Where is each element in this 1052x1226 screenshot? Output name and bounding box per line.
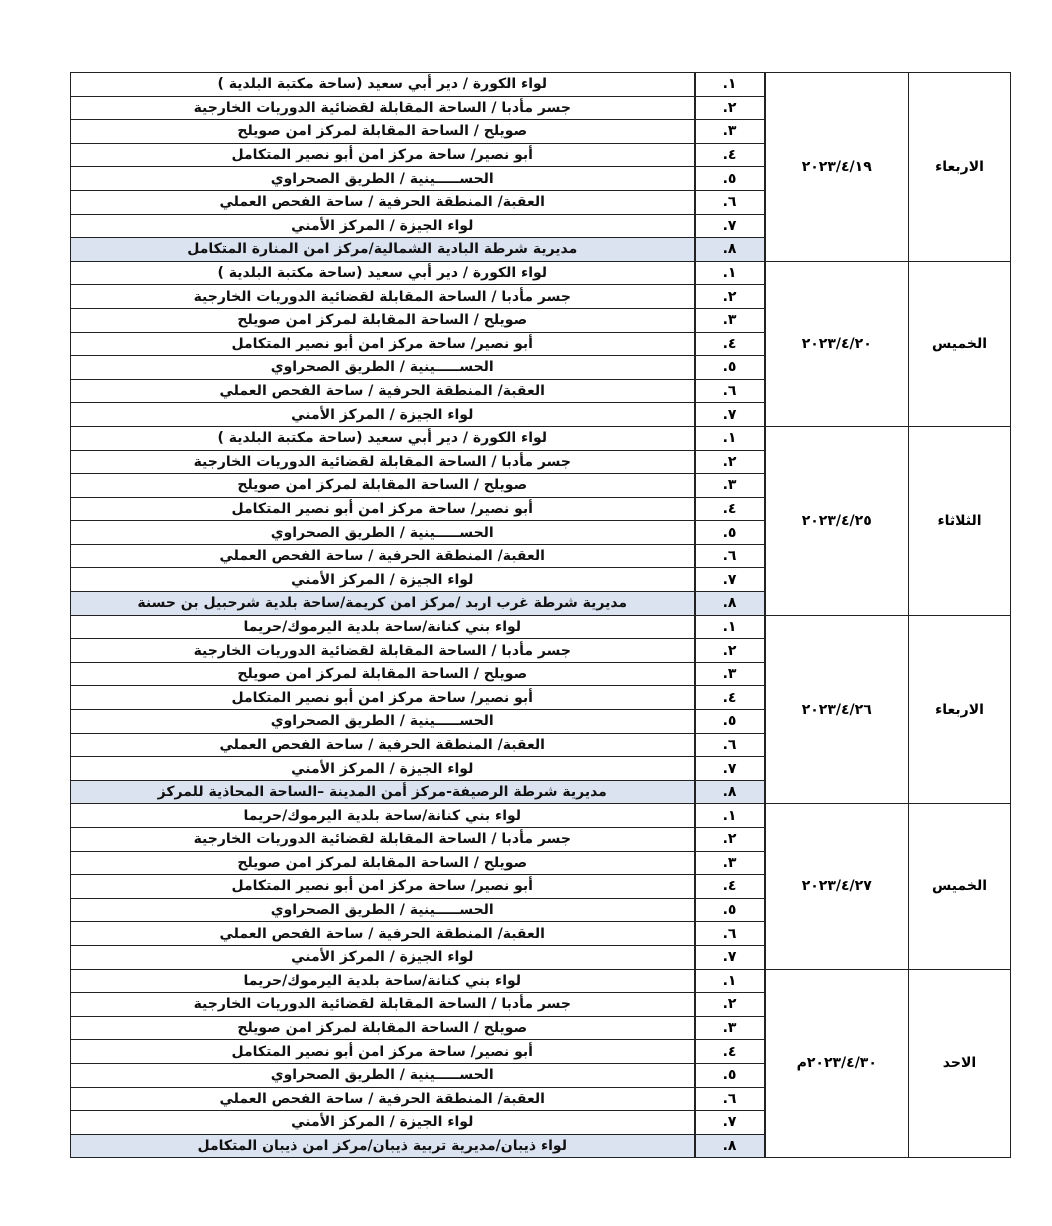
- day-cell: الثلاثاء: [909, 426, 1011, 615]
- location-cell: لواء الجيزة / المركز الأمني: [71, 945, 695, 969]
- row-number: ٢.: [695, 450, 765, 474]
- row-number: ٦.: [695, 733, 765, 757]
- location-cell: لواء الكورة / دير أبي سعيد (ساحة مكتبة البلدية ): [71, 426, 695, 450]
- schedule-body: [71, 73, 1011, 1158]
- row-number: ١.: [695, 969, 765, 993]
- row-number: ١.: [695, 261, 765, 285]
- day-cell: الخميس: [909, 804, 1011, 969]
- location-cell: صويلح / الساحة المقابلة لمركز امن صويلح: [71, 120, 695, 144]
- location-cell: جسر مأدبا / الساحة المقابلة لقضائية الدوريات الخارجية: [71, 639, 695, 663]
- location-cell: صويلح / الساحة المقابلة لمركز امن صويلح: [71, 308, 695, 332]
- row-number: ٨.: [695, 238, 765, 262]
- row-number: ٤.: [695, 143, 765, 167]
- row-number: ٤.: [695, 875, 765, 899]
- date-cell: ٢٠٢٣/٤/٢٥: [765, 426, 909, 615]
- row-number: ٨.: [695, 780, 765, 804]
- schedule-table: [70, 72, 1011, 1158]
- location-cell: أبو نصير/ ساحة مركز امن أبو نصير المتكامل: [71, 332, 695, 356]
- location-cell: أبو نصير/ ساحة مركز امن أبو نصير المتكامل: [71, 686, 695, 710]
- location-cell: لواء الجيزة / المركز الأمني: [71, 403, 695, 427]
- location-cell-highlighted: مديرية شرطة البادية الشمالية/مركز امن المنارة المتكامل: [71, 238, 695, 262]
- date-cell: ٢٠٢٣/٤/٢٧: [765, 804, 909, 969]
- date-cell: ٢٠٢٣/٤/٢٦: [765, 615, 909, 804]
- row-number: ٧.: [695, 945, 765, 969]
- row-number: ١.: [695, 804, 765, 828]
- day-cell: الاحد: [909, 969, 1011, 1158]
- row-number: ٦.: [695, 922, 765, 946]
- location-cell: جسر مأدبا / الساحة المقابلة لقضائية الدوريات الخارجية: [71, 285, 695, 309]
- location-cell: لواء الكورة / دير أبي سعيد (ساحة مكتبة البلدية ): [71, 73, 695, 97]
- table-row: [71, 615, 1011, 639]
- row-number: ٣.: [695, 308, 765, 332]
- table-row: [71, 426, 1011, 450]
- row-number: ٣.: [695, 1016, 765, 1040]
- table-row: [71, 73, 1011, 97]
- day-cell: الخميس: [909, 261, 1011, 426]
- date-cell: ٢٠٢٣/٤/١٩: [765, 73, 909, 262]
- row-number: ٤.: [695, 497, 765, 521]
- row-number: ٣.: [695, 662, 765, 686]
- row-number: ١.: [695, 615, 765, 639]
- row-number: ٦.: [695, 544, 765, 568]
- row-number: ١.: [695, 426, 765, 450]
- location-cell-highlighted: مديرية شرطة غرب اربد /مركز امن كريمة/ساحة بلدية شرحبيل بن حسنة: [71, 592, 695, 616]
- row-number: ٧.: [695, 1111, 765, 1135]
- day-cell: الاربعاء: [909, 615, 1011, 804]
- location-cell: صويلح / الساحة المقابلة لمركز امن صويلح: [71, 851, 695, 875]
- location-cell: لواء بني كنانة/ساحة بلدية اليرموك/حريما: [71, 804, 695, 828]
- day-cell: الاربعاء: [909, 73, 1011, 262]
- row-number: ٤.: [695, 686, 765, 710]
- location-cell: العقبة/ المنطقة الحرفية / ساحة الفحص العملي: [71, 1087, 695, 1111]
- location-cell: لواء الجيزة / المركز الأمني: [71, 757, 695, 781]
- row-number: ٣.: [695, 851, 765, 875]
- location-cell: أبو نصير/ ساحة مركز امن أبو نصير المتكامل: [71, 143, 695, 167]
- row-number: ٧.: [695, 757, 765, 781]
- table-row: [71, 261, 1011, 285]
- row-number: ٢.: [695, 993, 765, 1017]
- location-cell: لواء الجيزة / المركز الأمني: [71, 214, 695, 238]
- location-cell: العقبة/ المنطقة الحرفية / ساحة الفحص العملي: [71, 190, 695, 214]
- location-cell: جسر مأدبا / الساحة المقابلة لقضائية الدوريات الخارجية: [71, 96, 695, 120]
- row-number: ٦.: [695, 379, 765, 403]
- location-cell: الحســـــينية / الطريق الصحراوي: [71, 521, 695, 545]
- row-number: ٧.: [695, 403, 765, 427]
- location-cell: لواء الجيزة / المركز الأمني: [71, 1111, 695, 1135]
- location-cell: العقبة/ المنطقة الحرفية / ساحة الفحص العملي: [71, 922, 695, 946]
- location-cell: العقبة/ المنطقة الحرفية / ساحة الفحص العملي: [71, 379, 695, 403]
- row-number: ٥.: [695, 1063, 765, 1087]
- row-number: ٦.: [695, 190, 765, 214]
- row-number: ٣.: [695, 474, 765, 498]
- row-number: ٢.: [695, 828, 765, 852]
- row-number: ٥.: [695, 521, 765, 545]
- row-number: ٢.: [695, 639, 765, 663]
- row-number: ١.: [695, 73, 765, 97]
- location-cell: أبو نصير/ ساحة مركز امن أبو نصير المتكامل: [71, 497, 695, 521]
- location-cell: جسر مأدبا / الساحة المقابلة لقضائية الدوريات الخارجية: [71, 828, 695, 852]
- date-cell: ٢٠٢٣/٤/٢٠: [765, 261, 909, 426]
- row-number: ٢.: [695, 285, 765, 309]
- row-number: ٥.: [695, 167, 765, 191]
- location-cell: لواء الجيزة / المركز الأمني: [71, 568, 695, 592]
- date-cell: ٢٠٢٣/٤/٣٠م: [765, 969, 909, 1158]
- table-row: [71, 969, 1011, 993]
- location-cell: الحســـــينية / الطريق الصحراوي: [71, 710, 695, 734]
- location-cell: جسر مأدبا / الساحة المقابلة لقضائية الدوريات الخارجية: [71, 993, 695, 1017]
- location-cell: لواء الكورة / دير أبي سعيد (ساحة مكتبة البلدية ): [71, 261, 695, 285]
- row-number: ٥.: [695, 898, 765, 922]
- location-cell: أبو نصير/ ساحة مركز امن أبو نصير المتكامل: [71, 875, 695, 899]
- row-number: ٣.: [695, 120, 765, 144]
- location-cell: جسر مأدبا / الساحة المقابلة لقضائية الدوريات الخارجية: [71, 450, 695, 474]
- location-cell-highlighted: لواء ذيبان/مديرية تربية ذيبان/مركز امن ذيبان المتكامل: [71, 1134, 695, 1158]
- location-cell: الحســـــينية / الطريق الصحراوي: [71, 1063, 695, 1087]
- row-number: ٢.: [695, 96, 765, 120]
- row-number: ٨.: [695, 1134, 765, 1158]
- row-number: ٥.: [695, 356, 765, 380]
- location-cell: الحســـــينية / الطريق الصحراوي: [71, 356, 695, 380]
- table-row: [71, 804, 1011, 828]
- location-cell: لواء بني كنانة/ساحة بلدية اليرموك/حريما: [71, 615, 695, 639]
- location-cell: صويلح / الساحة المقابلة لمركز امن صويلح: [71, 1016, 695, 1040]
- row-number: ٧.: [695, 568, 765, 592]
- location-cell: أبو نصير/ ساحة مركز امن أبو نصير المتكامل: [71, 1040, 695, 1064]
- row-number: ٤.: [695, 332, 765, 356]
- location-cell: الحســـــينية / الطريق الصحراوي: [71, 898, 695, 922]
- row-number: ٧.: [695, 214, 765, 238]
- location-cell: لواء بني كنانة/ساحة بلدية اليرموك/حريما: [71, 969, 695, 993]
- location-cell: العقبة/ المنطقة الحرفية / ساحة الفحص العملي: [71, 544, 695, 568]
- location-cell: الحســـــينية / الطريق الصحراوي: [71, 167, 695, 191]
- row-number: ٦.: [695, 1087, 765, 1111]
- location-cell: صويلح / الساحة المقابلة لمركز امن صويلح: [71, 662, 695, 686]
- location-cell: صويلح / الساحة المقابلة لمركز امن صويلح: [71, 474, 695, 498]
- row-number: ٤.: [695, 1040, 765, 1064]
- location-cell-highlighted: مديرية شرطة الرصيفة-مركز أمن المدينة –الساحة المحاذية للمركز: [71, 780, 695, 804]
- location-cell: العقبة/ المنطقة الحرفية / ساحة الفحص العملي: [71, 733, 695, 757]
- row-number: ٨.: [695, 592, 765, 616]
- row-number: ٥.: [695, 710, 765, 734]
